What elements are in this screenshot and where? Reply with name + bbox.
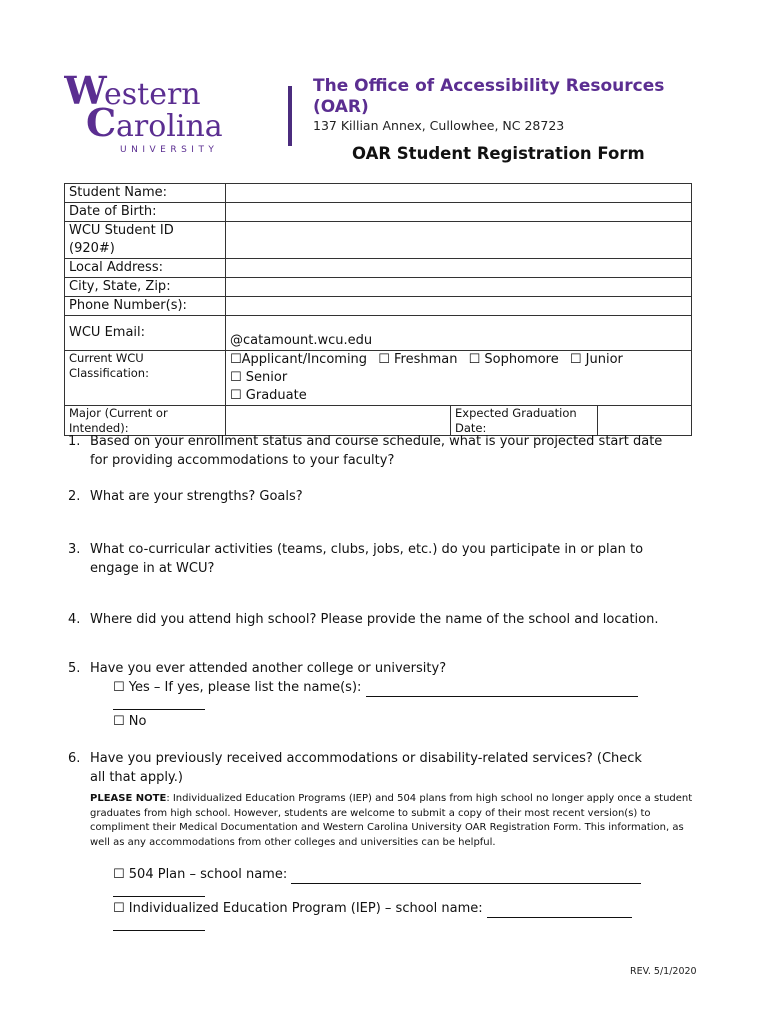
revision-date: REV. 5/1/2020 [630, 966, 697, 977]
phone-row [65, 297, 692, 316]
checkbox-sophomore[interactable]: ☐ Sophomore [468, 352, 559, 367]
question-2: 2. What are your strengths? Goals? [68, 489, 303, 504]
dob-row [65, 203, 692, 222]
please-note: PLEASE NOTE: Individualized Education Programs (IEP) and 504 plans from high school no longer apply once a student graduates from high school. However, students are welcome to submit a copy of their most recent version(s) to compliment their Medical Documentation and Western Carolina University OAR Registration Form. This information, as well as any accommodations from other colleges and universities can be helpful. [90, 793, 693, 848]
q6-iep-option[interactable]: ☐ Individualized Education Program (IEP) – school name: [113, 899, 673, 918]
svg-text:W: W [64, 70, 107, 113]
q6-iep-line-cont[interactable] [113, 916, 205, 931]
email-suffix: @catamount.wcu.edu [230, 333, 373, 348]
checkbox-junior[interactable]: ☐ Junior [569, 352, 623, 367]
svg-text:UNIVERSITY: UNIVERSITY [120, 145, 219, 155]
checkbox-senior[interactable]: ☐ Senior [230, 370, 288, 385]
question-4: 4. Where did you attend high school? Please provide the name of the school and location. [68, 612, 659, 627]
dob-label: Date of Birth: [65, 203, 226, 222]
grad-date-field[interactable] [598, 406, 692, 436]
header-divider [288, 86, 292, 146]
checkbox-graduate[interactable]: ☐ Graduate [230, 388, 307, 403]
q5-yes-option[interactable]: ☐ Yes – If yes, please list the name(s): [113, 678, 673, 697]
student-name-label: Student Name: [65, 184, 226, 203]
wcu-id-row [65, 222, 692, 259]
q6-504-line-cont[interactable] [113, 882, 205, 897]
wcu-id-label: WCU Student ID (920#) [65, 222, 226, 259]
q6-504-line[interactable] [291, 870, 641, 884]
question-6: 6. Have you previously received accommodations or disability-related services? (Check all that apply.) [68, 751, 642, 785]
city-state-zip-label: City, State, Zip: [65, 278, 226, 297]
major-field[interactable] [226, 406, 451, 436]
q5-no-option[interactable]: ☐ No [113, 714, 147, 729]
svg-text:estern: estern [104, 77, 201, 112]
svg-text:C: C [86, 100, 117, 145]
classification-row [65, 351, 692, 406]
question-5: 5. Have you ever attended another college or university? [68, 661, 447, 676]
checkbox-applicant[interactable]: ☐Applicant/Incoming [230, 352, 368, 367]
wcu-id-field[interactable] [226, 222, 692, 259]
registration-table [64, 183, 692, 436]
major-row [65, 406, 692, 436]
classification-label: Current WCU Classification: [65, 351, 226, 406]
major-label: Major (Current or Intended): [65, 406, 226, 436]
classification-options [226, 351, 692, 406]
local-address-row [65, 259, 692, 278]
q6-504-option[interactable]: ☐ 504 Plan – school name: [113, 865, 673, 884]
question-3: 3. What co-curricular activities (teams, clubs, jobs, etc.) do you participate in or plan to engage in at WCU? [68, 542, 644, 576]
checkbox-freshman[interactable]: ☐ Freshman [378, 352, 458, 367]
phone-field[interactable] [226, 297, 692, 316]
office-address: 137 Killian Annex, Cullowhee, NC 28723 [313, 118, 565, 133]
question-1: 1. Based on your enrollment status and course schedule, what is your projected start date for providing accommodations to your faculty? [68, 434, 663, 468]
dob-field[interactable] [226, 203, 692, 222]
q5-yes-line[interactable] [366, 683, 638, 697]
email-label: WCU Email: [65, 316, 226, 351]
student-name-field[interactable] [226, 184, 692, 203]
q6-iep-line[interactable] [487, 904, 632, 918]
q5-yes-line-cont[interactable] [113, 695, 205, 710]
form-title: OAR Student Registration Form [352, 144, 645, 163]
svg-text:arolina: arolina [116, 109, 223, 144]
wcu-logo [64, 70, 254, 160]
local-address-label: Local Address: [65, 259, 226, 278]
office-title: The Office of Accessibility Resources (OAR) [313, 76, 665, 117]
city-state-zip-row [65, 278, 692, 297]
local-address-field[interactable] [226, 259, 692, 278]
city-state-zip-field[interactable] [226, 278, 692, 297]
student-name-row [65, 184, 692, 203]
email-field[interactable] [226, 316, 692, 351]
phone-label: Phone Number(s): [65, 297, 226, 316]
grad-date-label: Expected Graduation Date: [451, 406, 598, 436]
email-row [65, 316, 692, 351]
